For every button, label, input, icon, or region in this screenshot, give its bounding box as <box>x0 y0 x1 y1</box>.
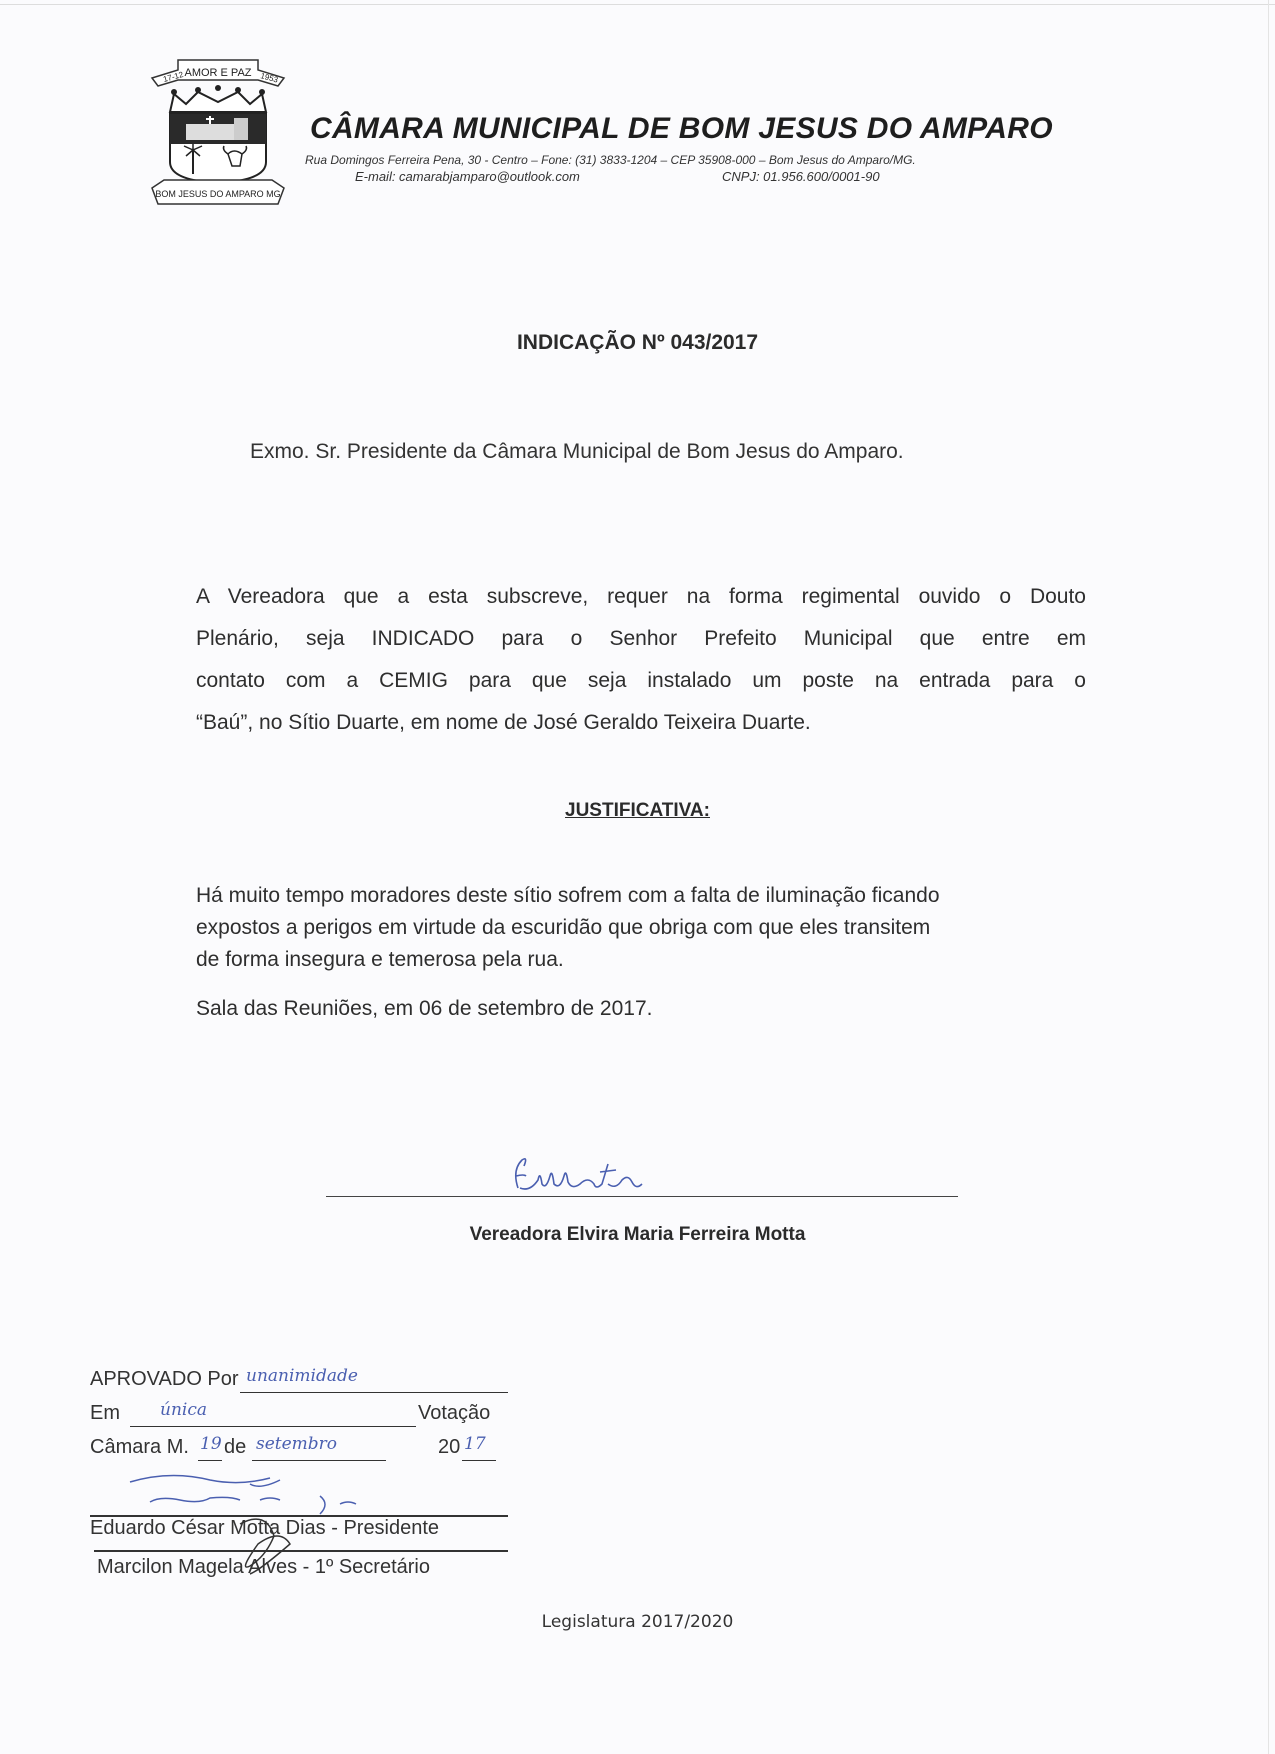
justification-line: Há muito tempo moradores deste sítio sofrem com a falta de iluminação ficando <box>196 884 940 907</box>
em-label: Em <box>90 1402 120 1424</box>
scan-edge-right <box>1268 0 1269 1754</box>
signatory-name: Vereadora Elvira Maria Ferreira Motta <box>469 1224 806 1245</box>
letterhead-cnpj: CNPJ: 01.956.600/0001-90 <box>722 169 880 184</box>
approved-by-label: APROVADO Por <box>90 1368 239 1390</box>
svg-text:AMOR E PAZ: AMOR E PAZ <box>184 67 252 79</box>
letterhead-title: CÂMARA MUNICIPAL DE BOM JESUS DO AMPARO <box>310 112 1053 145</box>
justification-paragraph <box>196 880 1086 976</box>
de-label: de <box>224 1436 247 1458</box>
svg-text:BOM JESUS DO AMPARO MG: BOM JESUS DO AMPARO MG <box>155 189 281 199</box>
letterhead-email: E-mail: camarabjamparo@outlook.com <box>355 169 580 184</box>
justification-heading: JUSTIFICATIVA: <box>565 800 710 821</box>
scan-edge-top <box>0 4 1275 5</box>
legislature-footer: Legislatura 2017/2020 <box>541 1612 734 1632</box>
body-line: contato com a CEMIG para que seja instalado um poste na entrada para o <box>196 669 1086 692</box>
body-line: Plenário, seja INDICADO para o Senhor Prefeito Municipal que entre em <box>196 627 1086 650</box>
letterhead-address: Rua Domingos Ferreira Pena, 30 - Centro – Fone: (31) 3833-1204 – CEP 35908-000 – Bom Jesus do Amparo/MG. <box>305 153 916 167</box>
body-line: A Vereadora que a esta subscreve, requer na forma regimental ouvido o Douto <box>196 585 1086 608</box>
svg-text:1953: 1953 <box>259 71 280 85</box>
handwritten-signature <box>510 1150 690 1200</box>
approved-by-value: unanimidade <box>246 1366 358 1386</box>
signature-line <box>326 1196 958 1197</box>
votacao-label: Votação <box>418 1402 491 1424</box>
secretary-signature-line <box>94 1550 508 1552</box>
year-prefix: 20 <box>438 1436 461 1458</box>
secretary-name: Marcilon Magela Alves - 1º Secretário <box>97 1556 430 1578</box>
approved-by-row <box>90 1368 510 1402</box>
camara-label: Câmara M. <box>90 1436 189 1458</box>
document-title: INDICAÇÃO Nº 043/2017 <box>516 331 759 354</box>
body-paragraph <box>196 576 1086 744</box>
year-value: 17 <box>464 1434 486 1454</box>
place-and-date: Sala das Reuniões, em 06 de setembro de 2017. <box>196 997 653 1020</box>
em-row <box>90 1402 510 1436</box>
justification-line: de forma insegura e temerosa pela rua. <box>196 948 564 971</box>
svg-text:17-12: 17-12 <box>162 69 185 84</box>
salutation: Exmo. Sr. Presidente da Câmara Municipal de Bom Jesus do Amparo. <box>250 440 904 463</box>
day-value: 19 <box>200 1434 222 1454</box>
municipal-coat-of-arms-icon <box>148 50 288 210</box>
body-line: “Baú”, no Sítio Duarte, em nome de José Geraldo Teixeira Duarte. <box>196 711 811 734</box>
justification-line: expostos a perigos em virtude da escuridão que obriga com que eles transitem <box>196 916 931 939</box>
president-name: Eduardo César Motta Dias - Presidente <box>90 1517 440 1539</box>
em-value: única <box>160 1400 207 1420</box>
month-value: setembro <box>256 1434 338 1454</box>
